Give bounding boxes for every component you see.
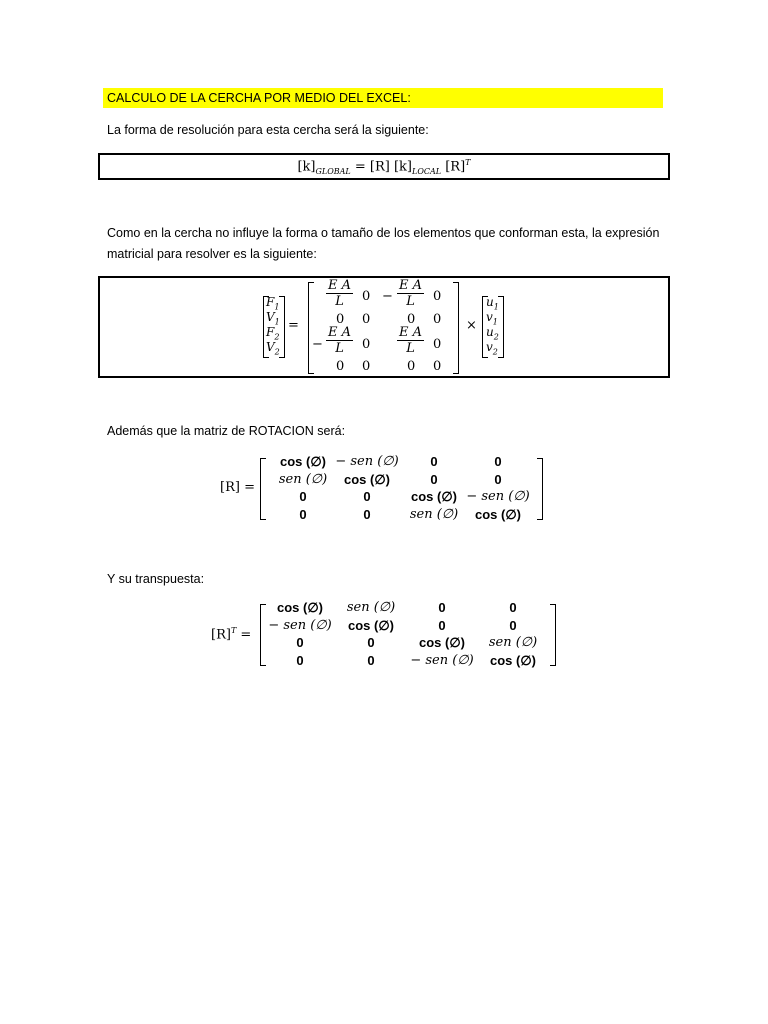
stiffness-r4c3: 0 xyxy=(407,359,416,374)
global-equation-box xyxy=(98,153,670,180)
rotation-r2c1: sen (∅) xyxy=(278,471,328,487)
transpose-r2c3: 0 xyxy=(438,617,446,633)
rotation-r4c1: 0 xyxy=(299,506,307,522)
eq-rt: [R] xyxy=(441,159,466,175)
force-f1: $F_1$ xyxy=(266,295,280,312)
matrix-bracket-left xyxy=(308,282,314,374)
rotation-r1c3: 0 xyxy=(430,454,438,469)
transpose-r1c4: 0 xyxy=(509,600,517,615)
stiffness-r1c2: 0 xyxy=(362,289,371,304)
disp-v2: $v_2$ xyxy=(486,340,498,357)
rotation-r3c2: 0 xyxy=(363,489,371,504)
stiffness-r1c3-minus: − xyxy=(382,289,393,304)
force-v1: $V_1$ xyxy=(266,310,280,327)
rotation-label: [R] = xyxy=(220,480,255,495)
rotation-r4c4: cos (∅) xyxy=(475,506,521,522)
eq-k: [k] xyxy=(297,159,316,175)
stiffness-r4c2: 0 xyxy=(362,359,371,374)
transpose-r4c3: − sen (∅) xyxy=(410,652,474,668)
global-equation xyxy=(100,158,668,176)
transpose-r4c1: 0 xyxy=(296,652,304,668)
eq-equals: = xyxy=(350,159,370,175)
stiffness-r1c1: $\frac{\text{E A}}{L}$ xyxy=(328,278,352,309)
transpose-label: $[R]^T$ = xyxy=(211,626,252,643)
rotation-r4c2: 0 xyxy=(363,506,371,522)
disp-v1: $v_1$ xyxy=(486,310,498,327)
transpose-r4c2: 0 xyxy=(367,652,375,668)
rotation-r2c3: 0 xyxy=(430,471,438,487)
stiffness-r1c3: $\frac{\text{E A}}{L}$ xyxy=(399,278,423,309)
stiffness-r3c1: $\frac{\text{E A}}{L}$ xyxy=(328,325,352,356)
transpose-r2c2: cos (∅) xyxy=(348,617,394,633)
transpose-r1c3: 0 xyxy=(438,600,446,615)
transpose-r2c4: 0 xyxy=(509,617,517,633)
rotation-r4c3: sen (∅) xyxy=(409,506,459,522)
stiffness-r4c4: 0 xyxy=(433,359,442,374)
equals-sign: = xyxy=(288,318,299,333)
eq-r: [R] xyxy=(369,159,390,175)
matrix-bracket-right xyxy=(453,282,459,374)
times-sign: × xyxy=(466,318,477,333)
rotation-intro-text: Además que la matriz de ROTACION será: xyxy=(107,424,346,438)
disp-u1: $u_1$ xyxy=(486,295,499,312)
force-v2: $V_2$ xyxy=(266,340,280,357)
stiffness-r2c1: 0 xyxy=(336,312,345,327)
stiffness-r1c4: 0 xyxy=(433,289,442,304)
eq-global-sub: GLOBAL xyxy=(315,166,351,176)
stiffness-r2c3: 0 xyxy=(407,312,416,327)
stiffness-r3c3: $\frac{\text{E A}}{L}$ xyxy=(399,325,423,356)
stiffness-r2c2: 0 xyxy=(362,312,371,327)
rotation-r1c1: cos (∅) xyxy=(280,454,326,469)
rotation-r3c1: 0 xyxy=(299,489,307,504)
explanation-text: Como en la cercha no influye la forma o tamaño de los elementos que conforman esta, la expresión matricial para resolver es la siguiente: xyxy=(107,226,660,261)
rotation-r2c4: 0 xyxy=(494,471,502,487)
transpose-r1c1: cos (∅) xyxy=(277,600,323,615)
rotation-r1c4: 0 xyxy=(494,454,502,469)
transpose-r3c4: sen (∅) xyxy=(488,635,538,650)
rotation-r3c3: cos (∅) xyxy=(411,489,457,504)
stiffness-r2c4: 0 xyxy=(433,312,442,327)
transpose-r2c1: − sen (∅) xyxy=(268,617,332,633)
intro-text: La forma de resolución para esta cercha será la siguiente: xyxy=(107,123,429,137)
stiffness-r3c4: 0 xyxy=(433,337,442,352)
transpose-r3c3: cos (∅) xyxy=(419,635,465,650)
transpose-r3c2: 0 xyxy=(367,635,375,650)
eq-local-sub: LOCAL xyxy=(412,166,442,176)
rotation-r3c4: − sen (∅) xyxy=(466,489,530,504)
rotation-r1c2: − sen (∅) xyxy=(335,454,399,469)
stiffness-r3c1-minus: − xyxy=(312,337,323,352)
force-f2: $F_2$ xyxy=(266,325,280,342)
stiffness-equation-box xyxy=(98,276,670,378)
eq-t-sup: T xyxy=(465,158,471,167)
transpose-intro-text: Y su transpuesta: xyxy=(107,572,205,586)
disp-vector-bracket-right xyxy=(498,296,504,358)
section-title: CALCULO DE LA CERCHA POR MEDIO DEL EXCEL: xyxy=(103,88,663,108)
eq-k-local: [k] xyxy=(389,159,412,175)
stiffness-r4c1: 0 xyxy=(336,359,345,374)
stiffness-r3c2: 0 xyxy=(362,337,371,352)
disp-u2: $u_2$ xyxy=(486,325,499,342)
transpose-r3c1: 0 xyxy=(296,635,304,650)
transpose-r1c2: sen (∅) xyxy=(346,600,396,615)
transpose-r4c4: cos (∅) xyxy=(490,652,536,668)
rotation-r2c2: cos (∅) xyxy=(344,471,390,487)
